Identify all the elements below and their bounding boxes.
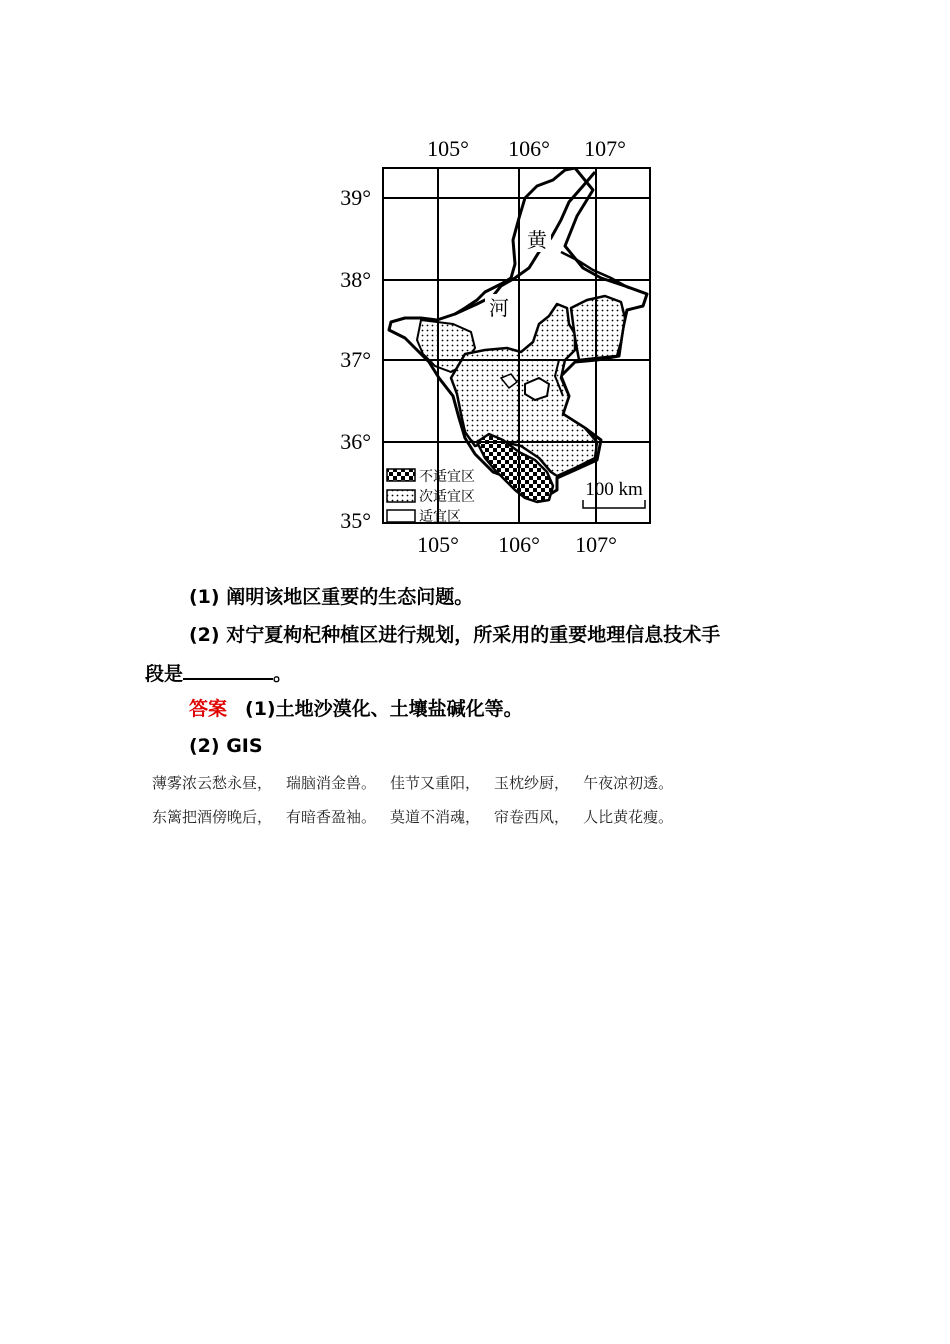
question-2-suffix: 。	[273, 663, 293, 685]
legend-label-unsuitable: 不适宜区	[419, 469, 475, 485]
lat-label-38: 38°	[340, 267, 371, 292]
bottom-lon-label-3: 107°	[575, 532, 617, 557]
river-char-huang: 黄	[527, 228, 547, 252]
poem-1-phrase-1: 薄雾浓云愁永昼，	[152, 774, 273, 792]
poem-line-2	[152, 807, 687, 827]
lat-label-36: 36°	[340, 429, 371, 454]
poem-1-phrase-5: 午夜凉初透。	[583, 774, 674, 792]
legend-swatch-sub-suitable	[387, 490, 415, 502]
answer-2: (2) GIS	[189, 735, 263, 757]
legend-label-sub-suitable: 次适宜区	[419, 489, 475, 505]
question-1: (1) 阐明该地区重要的生态问题。	[189, 586, 474, 608]
top-lon-label-1: 105°	[427, 136, 469, 161]
lat-label-39: 39°	[340, 185, 371, 210]
top-lon-label-3: 107°	[584, 136, 626, 161]
answer-blank	[183, 660, 273, 680]
poem-2-phrase-3: 莫道不消魂，	[390, 808, 481, 826]
legend-swatch-suitable	[387, 510, 415, 522]
poem-1-phrase-3: 佳节又重阳，	[390, 774, 481, 792]
poem-2-phrase-2: 有暗香盈袖。	[286, 808, 377, 826]
river-char-he: 河	[489, 296, 509, 320]
poem-1-phrase-4: 玉枕纱厨，	[494, 774, 570, 792]
poem-line-1	[152, 773, 687, 793]
question-2-prefix: 段是	[145, 663, 184, 685]
map-figure	[325, 128, 665, 558]
scale-label: 100 km	[585, 479, 643, 500]
legend-swatch-unsuitable	[387, 469, 415, 481]
lat-label-35: 35°	[340, 508, 371, 533]
bottom-lon-label-1: 105°	[417, 532, 459, 557]
answer-1: (1)土地沙漠化、土壤盐碱化等。	[245, 698, 523, 720]
lat-label-37: 37°	[340, 347, 371, 372]
answer-block	[189, 697, 523, 721]
map-svg	[325, 128, 665, 558]
bottom-lon-label-2: 106°	[498, 532, 540, 557]
poem-2-phrase-5: 人比黄花瘦。	[583, 808, 674, 826]
poem-2-phrase-1: 东篱把酒傍晚后，	[152, 808, 273, 826]
legend-label-suitable: 适宜区	[419, 509, 461, 525]
poem-1-phrase-2: 瑞脑消金兽。	[286, 774, 377, 792]
answer-label: 答案	[189, 698, 228, 720]
question-2-line-2	[145, 660, 292, 686]
top-lon-label-2: 106°	[508, 136, 550, 161]
poem-2-phrase-4: 帘卷西风，	[494, 808, 570, 826]
question-2-line-1: (2) 对宁夏枸杞种植区进行规划，所采用的重要地理信息技术手	[189, 624, 721, 646]
sub-suitable-zone-east	[571, 296, 625, 360]
